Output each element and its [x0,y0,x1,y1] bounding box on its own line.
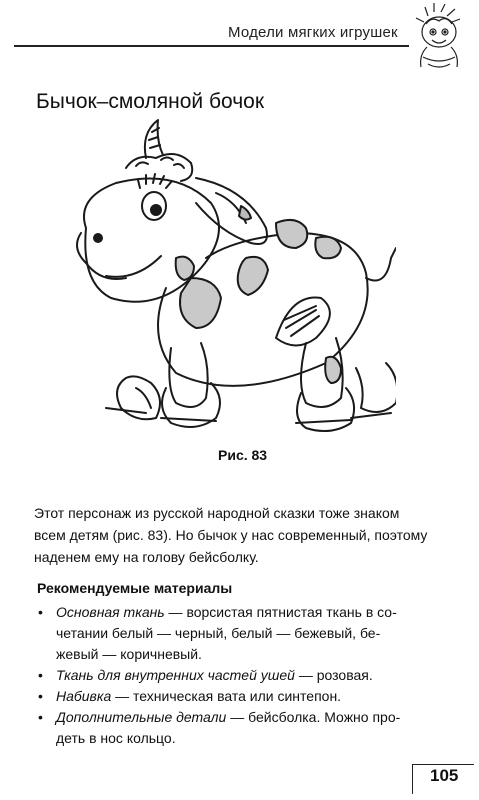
running-header-title: Модели мягких игрушек [228,24,398,41]
list-item-text: — бейсболка. Можно про- [226,709,401,725]
bull-toy-drawing [66,118,396,436]
list-item-line [56,686,454,707]
footer-vertical-rule [412,764,413,794]
page-title: Бычок–смоляной бочок [36,90,265,113]
list-item-line: деть в нос кольцо. [56,730,176,746]
list-item [34,665,454,686]
list-item [34,707,454,749]
list-item-line [56,602,454,623]
intro-line: Этот персонаж из русской народной сказки тоже знаком [34,505,400,521]
list-item-term: Набивка [56,688,112,704]
list-item-text: — техническая вата или синтепон. [111,688,342,704]
list-item-line [56,707,454,728]
list-item-text: — розовая. [294,667,373,683]
materials-heading: Рекомендуемые материалы [37,580,233,596]
page-number: 105 [430,766,459,785]
running-header [0,0,479,72]
list-item [34,686,454,707]
bullet-icon: • [38,709,43,725]
intro-paragraph [34,502,450,568]
list-item-term: Дополнительные детали [56,709,227,725]
header-rule [14,45,409,47]
doll-head-icon [410,2,470,72]
intro-line: наденем ему на голову бейсболку. [34,549,259,565]
list-item-term: Основная ткань [56,604,165,620]
list-item [34,602,454,665]
bullet-icon: • [38,688,43,704]
list-item-text: — ворсистая пятнистая ткань в со- [164,604,397,620]
list-item-term: Ткань для внутренних частей ушей [56,667,295,683]
figure-caption: Рис. 83 [218,447,268,463]
list-item-line [56,665,454,686]
footer-rule [412,764,474,765]
list-item-line: жевый — коричневый. [56,646,202,662]
bullet-icon: • [38,667,43,683]
bullet-icon: • [38,604,43,620]
list-item-line: четании белый — черный, белый — бежевый, бе- [56,625,381,641]
materials-list [34,602,454,749]
intro-line: всем детям (рис. 83). Но бычок у нас современный, поэтому [34,527,428,543]
